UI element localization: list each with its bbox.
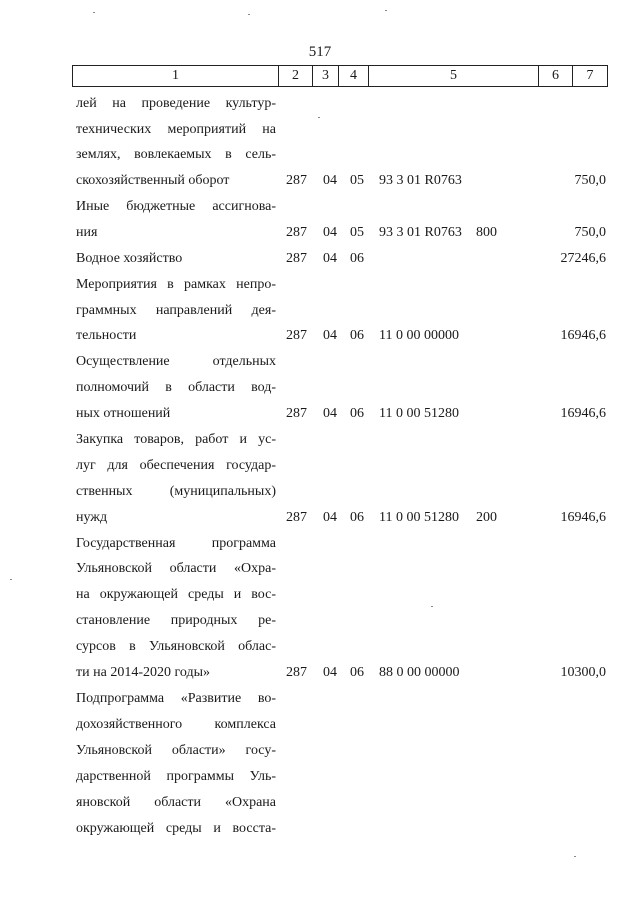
row-description-line: Ульяновской области «Охра- — [76, 561, 276, 576]
row-expense-type: 800 — [476, 225, 497, 240]
row-description-line: тельности — [76, 328, 137, 343]
row-section-code: 04 — [323, 251, 337, 266]
row-section-code: 04 — [323, 665, 337, 680]
row-description-line: ных отношений — [76, 406, 171, 421]
table-header-row — [72, 65, 608, 87]
row-subsection-code: 06 — [350, 665, 364, 680]
row-section-code: 04 — [323, 173, 337, 188]
row-sum: 27246,6 — [560, 251, 606, 266]
row-description-line: технических мероприятий на — [76, 122, 276, 137]
row-description-line: дарственной программы Уль- — [76, 769, 276, 784]
row-section-code: 04 — [323, 510, 337, 525]
row-target-code: 93 3 01 R0763 — [379, 225, 462, 240]
row-target-code: 93 3 01 R0763 — [379, 173, 462, 188]
row-description-line: становление природных ре- — [76, 613, 276, 628]
row-description-line: Водное хозяйство — [76, 251, 183, 266]
row-section-code: 04 — [323, 406, 337, 421]
header-col-7: 7 — [586, 68, 594, 83]
header-col-5: 5 — [369, 66, 539, 86]
row-section-code: 04 — [323, 328, 337, 343]
row-sum: 16946,6 — [560, 406, 606, 421]
row-admin-code: 287 — [286, 251, 307, 266]
row-description-line: граммных направлений дея- — [76, 303, 276, 318]
scan-speck — [574, 856, 576, 857]
row-description-line: лей на проведение культур- — [76, 96, 276, 111]
row-target-code: 11 0 00 51280 — [379, 406, 459, 421]
row-description-line: окружающей среды и восста- — [76, 821, 276, 836]
row-description-line: Государственная программа — [76, 536, 276, 551]
row-description-line: Иные бюджетные ассигнова- — [76, 199, 276, 214]
row-sum: 10300,0 — [560, 665, 606, 680]
header-col-6: 6 — [539, 66, 573, 86]
row-admin-code: 287 — [286, 510, 307, 525]
row-description-line: скохозяйственный оборот — [76, 173, 230, 188]
header-col-2: 2 — [279, 66, 313, 86]
row-admin-code: 287 — [286, 665, 307, 680]
row-description-line: Закупка товаров, работ и ус- — [76, 432, 276, 447]
row-description-line: ти на 2014-2020 годы» — [76, 665, 210, 680]
row-description-line: луг для обеспечения государ- — [76, 458, 276, 473]
header-col-3: 3 — [313, 66, 339, 86]
row-description-line: дохозяйственного комплекса — [76, 717, 276, 732]
row-description-line: ственных (муниципальных) — [76, 484, 276, 499]
row-sum: 750,0 — [574, 173, 606, 188]
row-subsection-code: 06 — [350, 251, 364, 266]
row-subsection-code: 06 — [350, 328, 364, 343]
row-target-code: 88 0 00 00000 — [379, 665, 460, 680]
row-admin-code: 287 — [286, 225, 307, 240]
row-description-line: сурсов в Ульяновской облас- — [76, 639, 276, 654]
row-target-code: 11 0 00 00000 — [379, 328, 459, 343]
row-target-code: 11 0 00 51280 — [379, 510, 459, 525]
row-expense-type: 200 — [476, 510, 497, 525]
row-subsection-code: 06 — [350, 510, 364, 525]
row-description-line: Подпрограмма «Развитие во- — [76, 691, 276, 706]
row-subsection-code: 06 — [350, 406, 364, 421]
row-admin-code: 287 — [286, 406, 307, 421]
scan-speck — [10, 579, 12, 580]
row-description-line: нужд — [76, 510, 108, 525]
row-sum: 16946,6 — [560, 510, 606, 525]
row-description-line: Осуществление отдельных — [76, 354, 276, 369]
row-sum: 16946,6 — [560, 328, 606, 343]
row-description-line: Ульяновской области» госу- — [76, 743, 276, 758]
scan-speck — [431, 606, 433, 607]
row-description-line: на окружающей среды и вос- — [76, 587, 276, 602]
scan-speck — [385, 10, 387, 11]
scan-speck — [248, 14, 250, 15]
row-sum: 750,0 — [574, 225, 606, 240]
row-description-line: яновской области «Охрана — [76, 795, 276, 810]
header-col-1: 1 — [73, 66, 279, 86]
row-section-code: 04 — [323, 225, 337, 240]
header-col-4: 4 — [339, 66, 369, 86]
row-subsection-code: 05 — [350, 225, 364, 240]
row-admin-code: 287 — [286, 328, 307, 343]
row-description-line: ния — [76, 225, 98, 240]
row-admin-code: 287 — [286, 173, 307, 188]
row-subsection-code: 05 — [350, 173, 364, 188]
scan-speck — [318, 117, 320, 118]
row-description-line: землях, вовлекаемых в сель- — [76, 147, 276, 162]
scan-speck — [93, 12, 95, 13]
row-description-line: полномочий в области вод- — [76, 380, 276, 395]
page-number: 517 — [308, 44, 332, 60]
row-description-line: Мероприятия в рамках непро- — [76, 277, 276, 292]
